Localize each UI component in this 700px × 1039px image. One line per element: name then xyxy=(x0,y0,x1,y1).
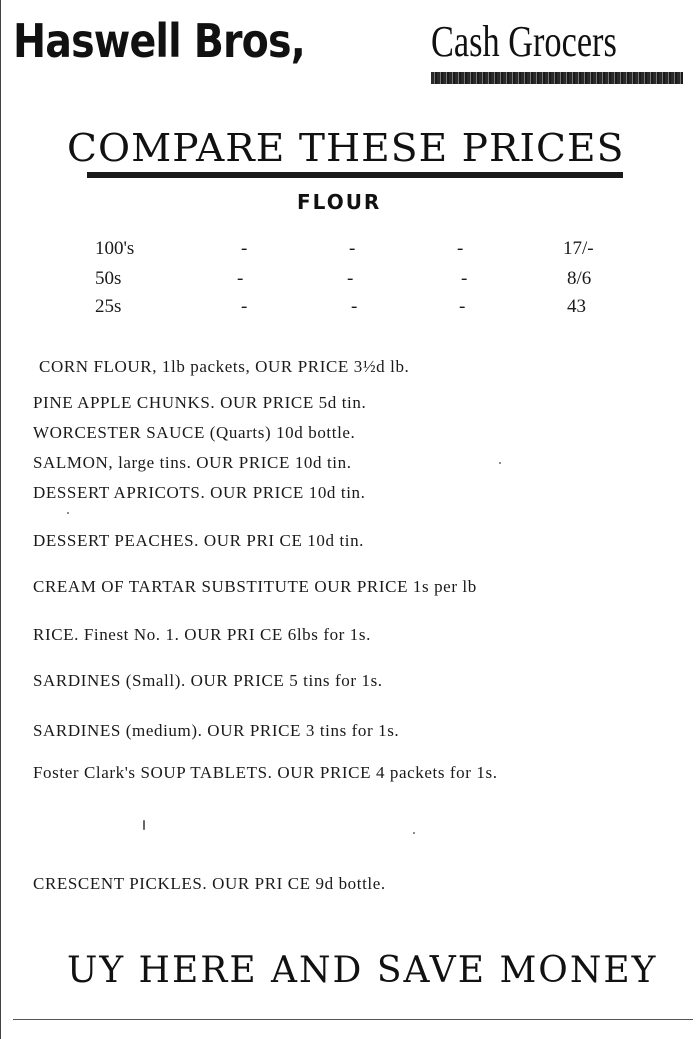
flour-section-title: FLOUR xyxy=(297,190,382,214)
print-speck xyxy=(143,820,145,830)
print-speck xyxy=(413,832,415,834)
flour-dash: - xyxy=(351,296,358,317)
price-list-item: CORN FLOUR, 1lb packets, OUR PRICE 3½d lb. xyxy=(39,357,410,376)
print-speck xyxy=(499,462,501,464)
price-list-item: SALMON, large tins. OUR PRICE 10d tin. xyxy=(33,453,352,472)
flour-dash: - xyxy=(237,268,244,289)
print-speck xyxy=(67,512,69,514)
tagline-underline xyxy=(431,72,683,84)
flour-price: 43 xyxy=(567,296,586,317)
price-list-item: WORCESTER SAUCE (Quarts) 10d bottle. xyxy=(33,423,356,442)
price-list-item: SARDINES (medium). OUR PRICE 3 tins for 1s. xyxy=(33,721,400,740)
price-list-item: PINE APPLE CHUNKS. OUR PRICE 5d tin. xyxy=(33,393,367,412)
flour-row xyxy=(1,238,700,262)
flour-size: 25s xyxy=(95,296,122,317)
price-list-item: CRESCENT PICKLES. OUR PRI CE 9d bottle. xyxy=(33,874,386,893)
flour-dash: - xyxy=(241,296,248,317)
flour-row xyxy=(1,268,700,292)
flour-size: 100's xyxy=(95,238,135,259)
price-list-item: SARDINES (Small). OUR PRICE 5 tins for 1s. xyxy=(33,671,383,690)
flour-dash: - xyxy=(241,238,248,259)
page-headline: COMPARE THESE PRICES xyxy=(67,126,625,170)
price-list-item: DESSERT PEACHES. OUR PRI CE 10d tin. xyxy=(33,531,365,550)
flour-price: 17/- xyxy=(563,238,594,259)
store-name: Haswell Bros, xyxy=(13,14,305,68)
flour-size: 50s xyxy=(95,268,122,289)
footer-divider xyxy=(13,1019,693,1020)
flour-dash: - xyxy=(459,296,466,317)
footer-slogan: UY HERE AND SAVE MONEY xyxy=(67,950,658,991)
flour-price: 8/6 xyxy=(567,268,592,289)
price-list-item: CREAM OF TARTAR SUBSTITUTE OUR PRICE 1s per lb xyxy=(33,577,477,596)
flour-row xyxy=(1,296,700,320)
flour-dash: - xyxy=(349,238,356,259)
flour-dash: - xyxy=(347,268,354,289)
store-tagline: Cash Grocers xyxy=(431,17,617,66)
headline-underline xyxy=(87,172,623,178)
flour-dash: - xyxy=(461,268,468,289)
price-list-item: RICE. Finest No. 1. OUR PRI CE 6lbs for 1s. xyxy=(33,625,371,644)
price-list-item: DESSERT APRICOTS. OUR PRICE 10d tin. xyxy=(33,483,366,502)
price-list-item: Foster Clark's SOUP TABLETS. OUR PRICE 4 packets for 1s. xyxy=(33,763,498,782)
flour-dash: - xyxy=(457,238,464,259)
